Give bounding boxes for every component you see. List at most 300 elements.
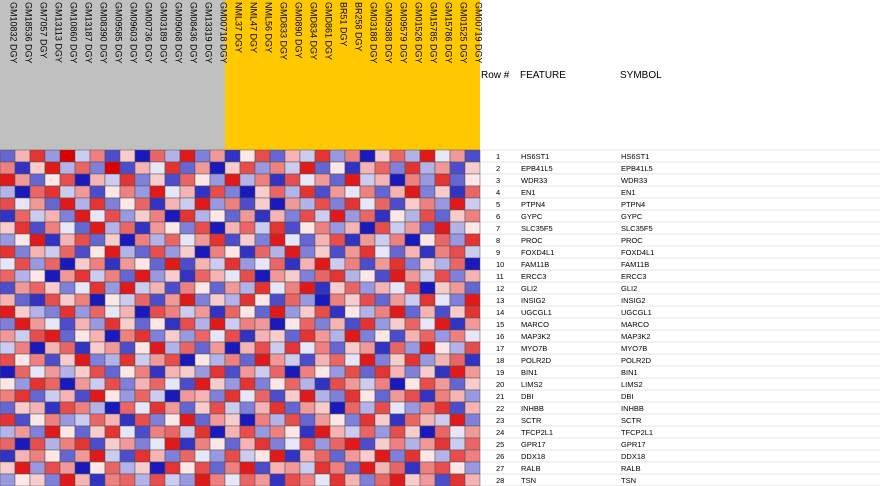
heatmap-cell [270, 150, 285, 162]
heatmap-cell [360, 390, 375, 402]
heatmap-cell [240, 354, 255, 366]
heatmap-cell [420, 390, 435, 402]
heatmap-cell [360, 306, 375, 318]
heatmap-cell [360, 198, 375, 210]
heatmap-cell [225, 198, 240, 210]
heatmap-cell [210, 306, 225, 318]
heatmap-cell [240, 342, 255, 354]
heatmap-cell [450, 402, 465, 414]
heatmap-cell [240, 366, 255, 378]
heatmap-cell [150, 150, 165, 162]
heatmap-cell [165, 258, 180, 270]
heatmap-cell [405, 342, 420, 354]
heatmap-cell [345, 342, 360, 354]
heatmap-cell [45, 342, 60, 354]
heatmap-cell [45, 366, 60, 378]
heatmap-cell [120, 426, 135, 438]
heatmap-cell [345, 462, 360, 474]
heatmap-cell [60, 366, 75, 378]
heatmap-cell [405, 414, 420, 426]
heatmap-cell [90, 402, 105, 414]
heatmap-cell [450, 450, 465, 462]
heatmap-cell [75, 366, 90, 378]
heatmap-cell [105, 462, 120, 474]
row-feature: WDR33 [521, 176, 548, 185]
heatmap-cell [165, 234, 180, 246]
heatmap-cell [285, 318, 300, 330]
heatmap-cell [210, 414, 225, 426]
heatmap-cell [285, 210, 300, 222]
heatmap-cell [180, 210, 195, 222]
heatmap-cell [120, 378, 135, 390]
heatmap-cell [0, 282, 15, 294]
heatmap-cell [300, 474, 315, 486]
heatmap-cell [135, 426, 150, 438]
heatmap-cell [150, 462, 165, 474]
heatmap-cell [360, 174, 375, 186]
heatmap-cell [180, 222, 195, 234]
heatmap-cell [15, 258, 30, 270]
heatmap-cell [450, 198, 465, 210]
heatmap-cell [90, 186, 105, 198]
heatmap-cell [165, 306, 180, 318]
heatmap-cell [150, 378, 165, 390]
heatmap-cell [345, 186, 360, 198]
heatmap-cell [105, 258, 120, 270]
heatmap-cell [180, 162, 195, 174]
heatmap-cell [285, 474, 300, 486]
heatmap-cell [240, 270, 255, 282]
heatmap-cell [375, 450, 390, 462]
heatmap-cell [180, 282, 195, 294]
heatmap-cell [270, 402, 285, 414]
heatmap-cell [120, 282, 135, 294]
heatmap-cell [0, 174, 15, 186]
heatmap-cell [60, 354, 75, 366]
column-label: GM15785 DGY [428, 2, 439, 64]
column-label: GM09603 DGY [128, 2, 139, 64]
heatmap-cell [90, 318, 105, 330]
heatmap-cell [15, 270, 30, 282]
heatmap-cell [270, 450, 285, 462]
heatmap-cell [240, 258, 255, 270]
heatmap-cell [150, 210, 165, 222]
column-label: GM7057 DGY [38, 2, 49, 59]
row-symbol: TSN [621, 476, 636, 485]
heatmap-cell [255, 282, 270, 294]
heatmap-cell [75, 258, 90, 270]
heatmap-cell [420, 342, 435, 354]
column-label: NML47 DGY [248, 2, 259, 54]
heatmap-cell [405, 150, 420, 162]
heatmap-cell [255, 390, 270, 402]
heatmap-cell [240, 330, 255, 342]
heatmap-cell [45, 462, 60, 474]
row-symbol: TFCP2L1 [621, 428, 654, 437]
heatmap-cell [300, 234, 315, 246]
heatmap-cell [105, 414, 120, 426]
heatmap-cell [90, 462, 105, 474]
row-symbol: SCTR [621, 416, 642, 425]
heatmap-cell [180, 390, 195, 402]
heatmap-cell [315, 366, 330, 378]
heatmap-cell [375, 186, 390, 198]
heatmap-cell [45, 414, 60, 426]
heatmap-cell [420, 330, 435, 342]
heatmap-cell [390, 402, 405, 414]
heatmap-cell [240, 438, 255, 450]
heatmap-cell [345, 222, 360, 234]
heatmap-cell [420, 162, 435, 174]
heatmap-cell [150, 282, 165, 294]
heatmap-cell [390, 270, 405, 282]
heatmap-cell [75, 378, 90, 390]
heatmap-cell [285, 342, 300, 354]
heatmap-cell [15, 162, 30, 174]
heatmap-cell [465, 246, 480, 258]
heatmap-cell [75, 426, 90, 438]
heatmap-cell [360, 330, 375, 342]
heatmap-cell [450, 474, 465, 486]
heatmap-cell [105, 174, 120, 186]
heatmap-cell [105, 306, 120, 318]
heatmap-cell [390, 462, 405, 474]
heatmap-cell [30, 402, 45, 414]
heatmap-cell [285, 306, 300, 318]
heatmap-cell [270, 186, 285, 198]
heatmap-cell [345, 306, 360, 318]
heatmap-cell [345, 282, 360, 294]
heatmap-cell [225, 330, 240, 342]
heatmap-cell [90, 150, 105, 162]
heatmap-cell [120, 150, 135, 162]
heatmap-cell [330, 306, 345, 318]
row-number: 1 [496, 152, 501, 161]
heatmap-cell [195, 318, 210, 330]
heatmap-cell [360, 414, 375, 426]
heatmap-cell [315, 474, 330, 486]
heatmap-cell [450, 318, 465, 330]
heatmap-cell [420, 246, 435, 258]
heatmap-cell [30, 198, 45, 210]
heatmap-cell [60, 306, 75, 318]
heatmap-cell [405, 198, 420, 210]
heatmap-cell [420, 234, 435, 246]
row-number: 19 [496, 368, 505, 377]
heatmap-cell [255, 222, 270, 234]
heatmap-cell [330, 402, 345, 414]
heatmap-cell [0, 318, 15, 330]
heatmap-cell [360, 258, 375, 270]
heatmap-cell [0, 270, 15, 282]
heatmap-cell [135, 462, 150, 474]
heatmap-cell [465, 462, 480, 474]
heatmap-cell [360, 378, 375, 390]
heatmap-cell [90, 342, 105, 354]
heatmap-cell [225, 438, 240, 450]
heatmap-cell [285, 270, 300, 282]
heatmap-cell [150, 198, 165, 210]
column-label: GM15786 DGY [443, 2, 454, 64]
heatmap-cell [240, 402, 255, 414]
heatmap-cell [270, 198, 285, 210]
heatmap-cell [180, 258, 195, 270]
heatmap-cell [360, 474, 375, 486]
heatmap-cell [465, 258, 480, 270]
heatmap-cell [90, 198, 105, 210]
heatmap-cell [300, 342, 315, 354]
heatmap-cell [330, 330, 345, 342]
heatmap-cell [195, 342, 210, 354]
heatmap-cell [195, 426, 210, 438]
heatmap-cell [0, 246, 15, 258]
heatmap-cell [180, 330, 195, 342]
heatmap-cell [210, 342, 225, 354]
heatmap-cell [285, 234, 300, 246]
heatmap-cell [0, 294, 15, 306]
heatmap-cell [360, 426, 375, 438]
heatmap-cell [315, 306, 330, 318]
heatmap-cell [30, 330, 45, 342]
row-number: 8 [496, 236, 501, 245]
heatmap-cell [165, 222, 180, 234]
heatmap-cell [60, 258, 75, 270]
heatmap-cell [225, 426, 240, 438]
heatmap-cell [225, 282, 240, 294]
heatmap-cell [420, 414, 435, 426]
heatmap-cell [180, 306, 195, 318]
row-feature: EN1 [521, 188, 536, 197]
column-label: GM00718 DGY [218, 2, 229, 64]
heatmap-cell [270, 330, 285, 342]
heatmap-cell [255, 258, 270, 270]
heatmap-cell [15, 174, 30, 186]
heatmap-cell [285, 450, 300, 462]
heatmap-cell [405, 246, 420, 258]
heatmap-cell [240, 210, 255, 222]
heatmap-cell [75, 150, 90, 162]
heatmap-cell [45, 438, 60, 450]
heatmap-cell [375, 390, 390, 402]
column-label: GM0890 DGY [293, 2, 304, 59]
heatmap-cell [225, 450, 240, 462]
heatmap-cell [375, 150, 390, 162]
heatmap-cell [345, 270, 360, 282]
heatmap-cell [120, 294, 135, 306]
heatmap-cell [240, 246, 255, 258]
heatmap-cell [45, 270, 60, 282]
heatmap-cell [450, 150, 465, 162]
row-feature: SCTR [521, 416, 542, 425]
heatmap-cell [330, 354, 345, 366]
heatmap-cell [240, 198, 255, 210]
heatmap-cell [0, 210, 15, 222]
heatmap-cell [375, 210, 390, 222]
row-number: 4 [496, 188, 501, 197]
heatmap-cell [90, 426, 105, 438]
heatmap-cell [375, 426, 390, 438]
heatmap-cell [135, 354, 150, 366]
heatmap-cell [435, 222, 450, 234]
heatmap-cell [135, 150, 150, 162]
heatmap-cell [195, 186, 210, 198]
heatmap-cell [165, 378, 180, 390]
heatmap-cell [240, 318, 255, 330]
heatmap-cell [420, 462, 435, 474]
heatmap-cell [90, 294, 105, 306]
heatmap-cell [210, 258, 225, 270]
heatmap-cell [330, 282, 345, 294]
heatmap-cell [0, 234, 15, 246]
heatmap-cell [225, 246, 240, 258]
heatmap-cell [405, 450, 420, 462]
heatmap-cell [375, 414, 390, 426]
heatmap-cell [225, 318, 240, 330]
column-label: GM08390 DGY [98, 2, 109, 64]
heatmap-cell [390, 318, 405, 330]
heatmap-cell [390, 426, 405, 438]
heatmap-cell [390, 306, 405, 318]
heatmap-cell [255, 318, 270, 330]
heatmap-cell [105, 150, 120, 162]
heatmap-cell [90, 306, 105, 318]
heatmap-cell [285, 330, 300, 342]
heatmap-cell [105, 270, 120, 282]
heatmap-cell [420, 270, 435, 282]
heatmap-cell [90, 330, 105, 342]
heatmap-cell [420, 210, 435, 222]
heatmap-cell [135, 222, 150, 234]
heatmap-cell [135, 438, 150, 450]
heatmap-cell [405, 438, 420, 450]
heatmap-cell [315, 462, 330, 474]
row-symbol: MYO7B [621, 344, 648, 353]
heatmap-cell [60, 150, 75, 162]
heatmap-cell [150, 390, 165, 402]
heatmap-cell [465, 414, 480, 426]
heatmap-cell [210, 354, 225, 366]
heatmap-cell [435, 318, 450, 330]
heatmap-cell [435, 390, 450, 402]
row-annotations [481, 150, 880, 486]
heatmap-cell [285, 354, 300, 366]
row-number: 12 [496, 284, 505, 293]
heatmap-cell [375, 474, 390, 486]
heatmap-cell [15, 474, 30, 486]
heatmap-cell [375, 462, 390, 474]
heatmap-cell [270, 174, 285, 186]
row-feature: DDX18 [521, 452, 546, 461]
heatmap-cell [0, 306, 15, 318]
heatmap-cell [375, 246, 390, 258]
heatmap-cell [360, 438, 375, 450]
heatmap-cell [180, 342, 195, 354]
heatmap-cell [450, 378, 465, 390]
heatmap-cell [225, 306, 240, 318]
heatmap-cell [270, 306, 285, 318]
heatmap-cell [255, 174, 270, 186]
heatmap-cell [270, 270, 285, 282]
group-band-yellow [225, 0, 480, 150]
heatmap-cell [180, 354, 195, 366]
heatmap-cell [225, 234, 240, 246]
heatmap-cell [390, 222, 405, 234]
heatmap-cell [30, 282, 45, 294]
heatmap-cell [0, 150, 15, 162]
row-number: 13 [496, 296, 505, 305]
heatmap-cell [90, 210, 105, 222]
heatmap-cell [270, 294, 285, 306]
heatmap-cell [210, 438, 225, 450]
heatmap-cell [315, 162, 330, 174]
heatmap-cell [255, 474, 270, 486]
heatmap-cell [120, 234, 135, 246]
heatmap-cell [240, 450, 255, 462]
heatmap-cell [195, 270, 210, 282]
row-number: 27 [496, 464, 505, 473]
heatmap-cell [240, 462, 255, 474]
heatmap-cell [225, 162, 240, 174]
heatmap-cell [195, 402, 210, 414]
heatmap-cell [300, 378, 315, 390]
heatmap-cell [195, 462, 210, 474]
heatmap-cell [30, 246, 45, 258]
heatmap-cell [330, 294, 345, 306]
heatmap-cell [450, 282, 465, 294]
heatmap-cell [450, 162, 465, 174]
heatmap-cell [435, 354, 450, 366]
heatmap-cell [420, 426, 435, 438]
heatmap-cell [75, 246, 90, 258]
heatmap-cell [450, 258, 465, 270]
heatmap-cell [120, 330, 135, 342]
heatmap-cell [420, 474, 435, 486]
row-feature: TFCP2L1 [521, 428, 554, 437]
column-label: GM09579 DGY [398, 2, 409, 64]
heatmap-cell [195, 198, 210, 210]
heatmap-cell [120, 438, 135, 450]
heatmap-cell [420, 150, 435, 162]
heatmap-cell [15, 294, 30, 306]
heatmap-cell [375, 198, 390, 210]
heatmap-cell [120, 258, 135, 270]
heatmap-cell [180, 402, 195, 414]
heatmap-cell [60, 198, 75, 210]
heatmap-cell [210, 330, 225, 342]
heatmap-cell [450, 174, 465, 186]
heatmap-cell [375, 258, 390, 270]
heatmap-cell [300, 294, 315, 306]
heatmap-cell [465, 438, 480, 450]
heatmap-cell [90, 354, 105, 366]
heatmap-cell [105, 186, 120, 198]
heatmap-cell [150, 186, 165, 198]
heatmap-cell [315, 270, 330, 282]
heatmap-cell [330, 210, 345, 222]
heatmap-cell [330, 162, 345, 174]
heatmap-cell [255, 270, 270, 282]
column-label: GMD834 DGY [308, 2, 319, 61]
heatmap-cell [60, 174, 75, 186]
heatmap-cell [360, 210, 375, 222]
heatmap-cell [450, 354, 465, 366]
heatmap-cell [15, 150, 30, 162]
heatmap-cell [0, 258, 15, 270]
row-feature: ERCC3 [521, 272, 547, 281]
heatmap-cell [345, 162, 360, 174]
heatmap-cell [450, 222, 465, 234]
heatmap-cell [30, 426, 45, 438]
